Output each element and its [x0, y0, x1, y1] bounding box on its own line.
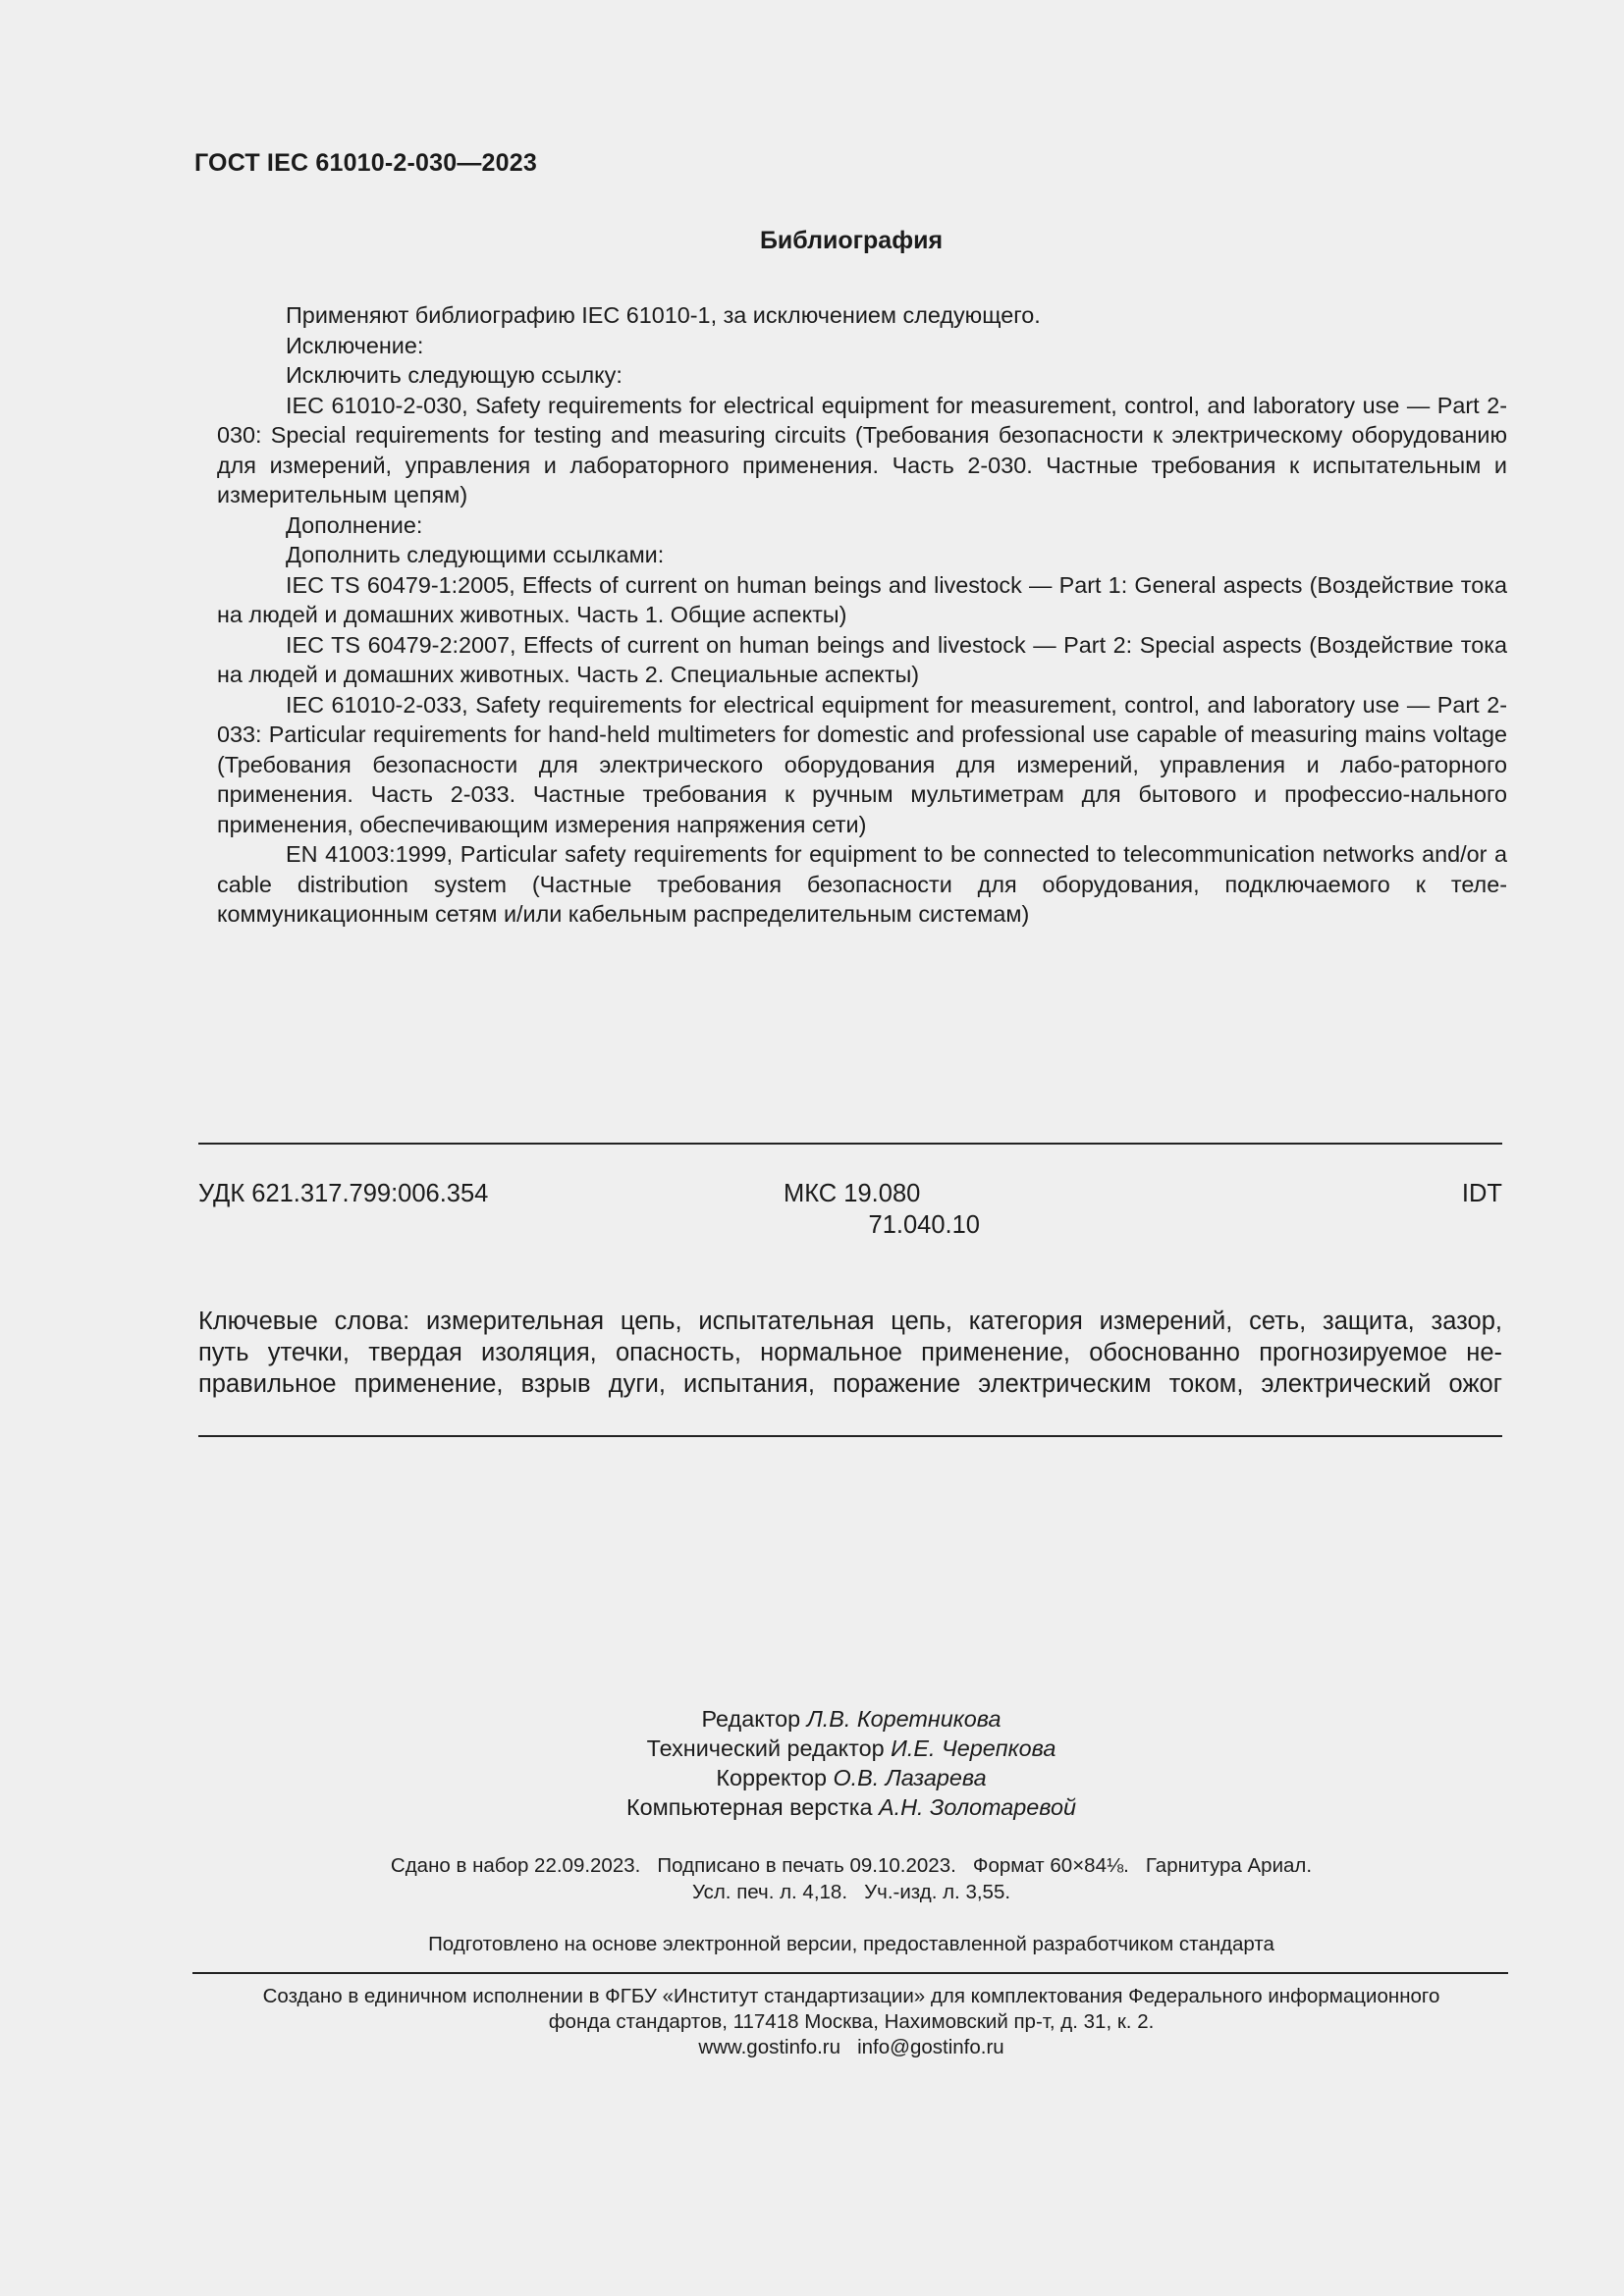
credit-editor	[0, 1704, 1624, 1734]
bibliography-title: Библиография	[759, 227, 944, 254]
keywords	[198, 1306, 1502, 1400]
udk-code: УДК 621.317.799:006.354	[198, 1180, 489, 1207]
footer	[0, 1984, 1624, 2060]
divider	[198, 1143, 1502, 1145]
divider	[198, 1435, 1502, 1437]
footer-line: Создано в единичном исполнении в ФГБУ «Институт стандартизации» для комплектования Федерального информационного	[262, 1985, 1440, 2007]
credit-layout	[0, 1792, 1624, 1822]
credit-tech-editor	[0, 1734, 1624, 1763]
credit-role: Корректор	[716, 1765, 827, 1790]
credit-role: Технический редактор	[646, 1735, 885, 1761]
mks-code	[784, 1178, 980, 1241]
credit-role: Редактор	[701, 1706, 801, 1732]
document-code: ГОСТ IEC 61010-2-030—2023	[194, 149, 537, 177]
credit-name: А.Н. Золотаревой	[879, 1794, 1077, 1820]
reference-item: IEC TS 60479-2:2007, Effects of current on human beings and livestock — Part 2: Special aspects (Воздействие тока на людей и домашних животных. Часть 2. Специальные аспекты)	[217, 631, 1507, 687]
addition-label: Дополнение:	[286, 511, 423, 538]
exclusion-label: Исключение:	[286, 332, 424, 358]
credit-name: О.В. Лазарева	[833, 1765, 987, 1790]
credit-name: И.Е. Черепкова	[891, 1735, 1056, 1761]
publication-line: Сдано в набор 22.09.2023. Подписано в печать 09.10.2023. Формат 60×84⅛. Гарнитура Ариал.	[390, 1854, 1313, 1877]
footer-contacts: www.gostinfo.ru info@gostinfo.ru	[698, 2036, 1004, 2058]
reference-item: IEC 61010-2-030, Safety requirements for electrical equipment for measurement, control, and laboratory use — Part 2-030: Special requirements for testing and measuring circuits (Требования безопасности к электрическому оборудованию для измерений, управления и лабораторного применения. Часть 2-030. Частные требования к испытательным и измерительным цепям)	[217, 392, 1507, 507]
exclusion-instruction: Исключить следующую ссылку:	[286, 362, 623, 388]
keywords-line: правильное применение, взрыв дуги, испытания, поражение электрическим током, электрический ожог	[198, 1370, 1502, 1398]
reference-item: EN 41003:1999, Particular safety requirements for equipment to be connected to telecommunication networks and/or a cable distribution system (Частные требования безопасности для оборудования, подключаемого к теле-коммуникационным сетям и/или кабельным распределительным системам)	[217, 841, 1507, 927]
credit-proofreader	[0, 1763, 1624, 1792]
credits	[0, 1704, 1624, 1822]
keywords-line: путь утечки, твердая изоляция, опасность, нормальное применение, обоснованно прогнозируемое не-	[198, 1339, 1502, 1366]
bibliography-body	[217, 300, 1507, 930]
credit-role: Компьютерная верстка	[625, 1794, 873, 1820]
divider	[192, 1972, 1508, 1974]
mks-code-2: 71.040.10	[868, 1211, 980, 1239]
credit-name: Л.В. Коретникова	[806, 1706, 1001, 1732]
prepared-note: Подготовлено на основе электронной версии, предоставленной разработчиком стандарта	[428, 1933, 1274, 1955]
bibliography-intro: Применяют библиографию IEC 61010-1, за исключением следующего.	[286, 302, 1041, 328]
reference-item: IEC TS 60479-1:2005, Effects of current on human beings and livestock — Part 1: General aspects (Воздействие тока на людей и домашних животных. Часть 1. Общие аспекты)	[217, 571, 1507, 627]
footer-line: фонда стандартов, 117418 Москва, Нахимовский пр-т, д. 31, к. 2.	[548, 2010, 1155, 2033]
addition-instruction: Дополнить следующими ссылками:	[286, 542, 665, 567]
idt-label: IDT	[1461, 1180, 1502, 1207]
reference-item: IEC 61010-2-033, Safety requirements for electrical equipment for measurement, control, and laboratory use — Part 2-033: Particular requirements for hand-held multimeters for domestic and professional use capable of measuring mains voltage (Требования безопасности для электрического оборудования для измерений, управления и лабо-раторного применения. Часть 2-033. Частные требования к ручным мультиметрам для бытового и профессио-нального применения, обеспечивающим измерения напряжения сети)	[217, 691, 1507, 837]
publication-info	[0, 1852, 1624, 1905]
publication-line: Усл. печ. л. 4,18. Уч.-изд. л. 3,55.	[691, 1881, 1011, 1903]
keywords-line: Ключевые слова: измерительная цепь, испытательная цепь, категория измерений, сеть, защита, зазор,	[198, 1308, 1502, 1335]
mks-code-1: МКС 19.080	[784, 1180, 921, 1207]
